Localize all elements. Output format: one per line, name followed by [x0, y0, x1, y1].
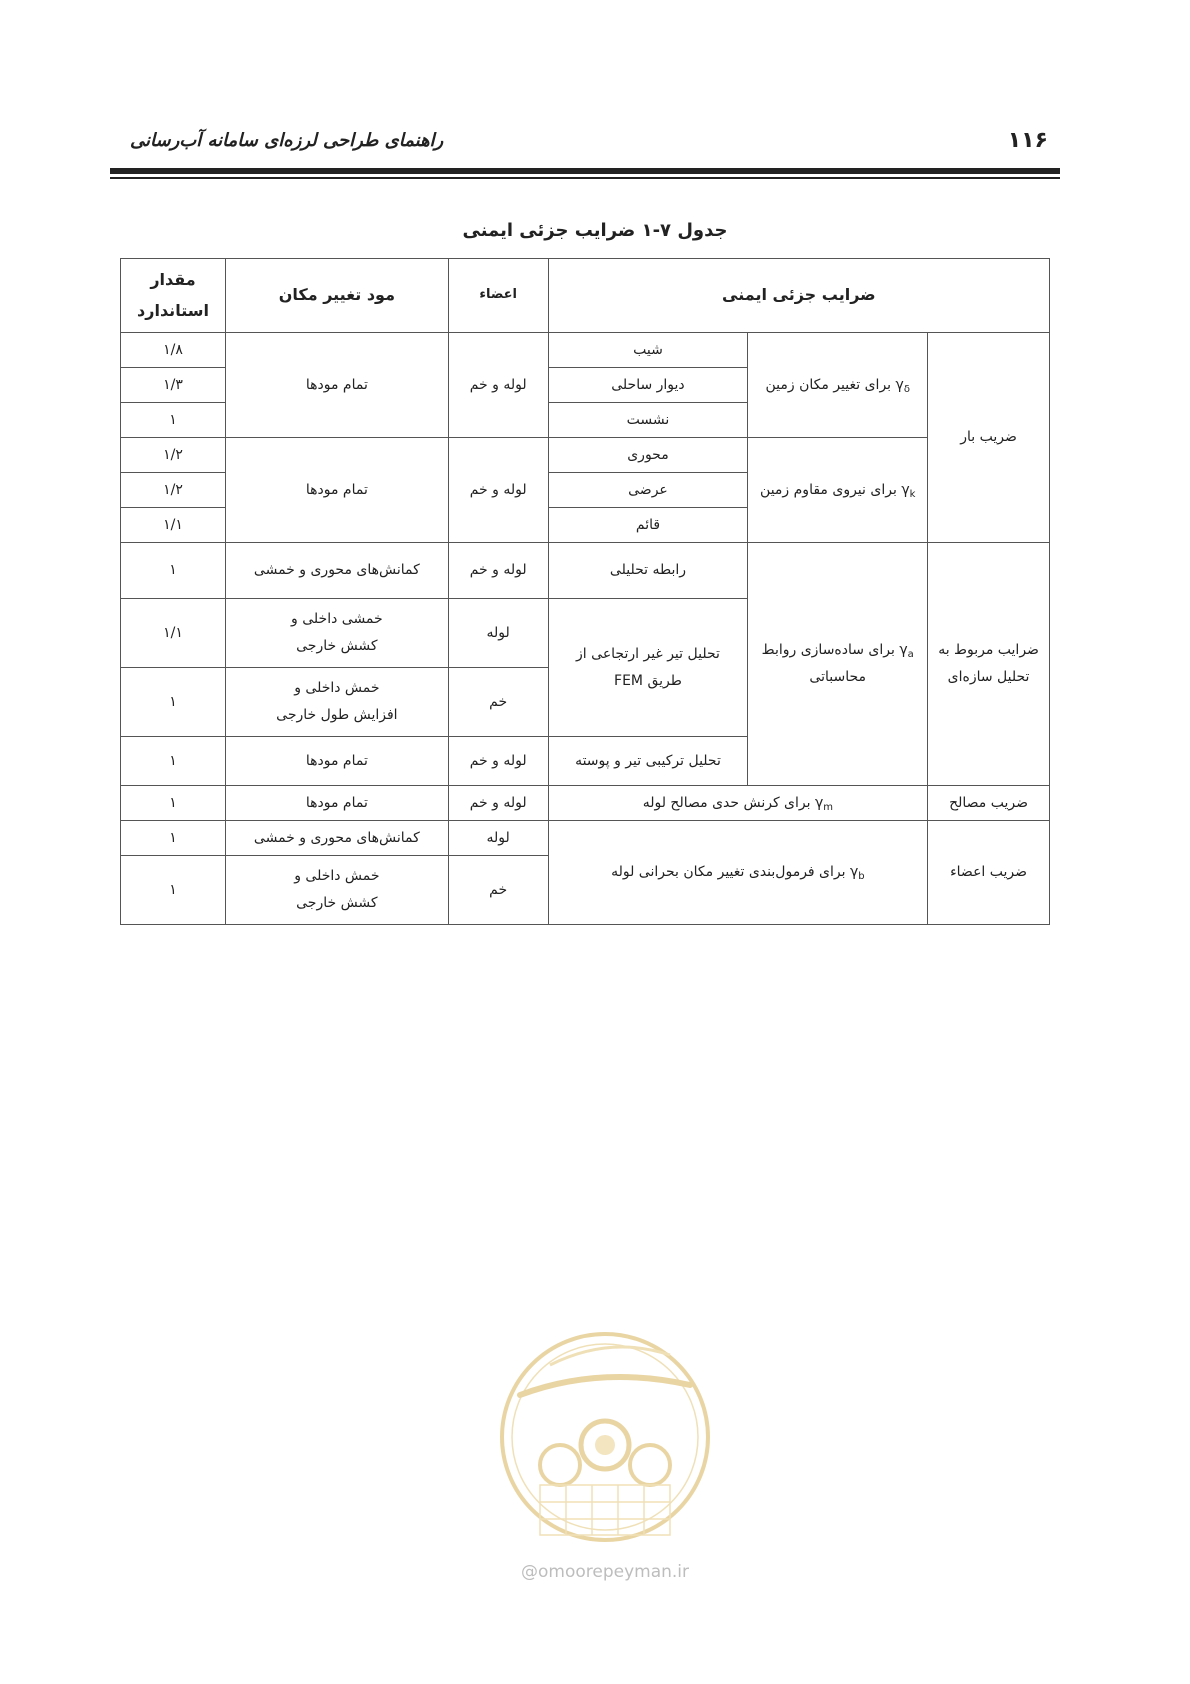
- value-cell: ۱: [121, 856, 226, 925]
- table-caption: جدول ۷-۱ ضرایب جزئی ایمنی: [462, 220, 728, 241]
- watermark-seal-icon: [490, 1325, 720, 1560]
- subgroup-gamma-k: $\gamma_k$ برای نیروی مقاوم زمین: [748, 438, 928, 543]
- safety-factors-table: [120, 258, 1050, 925]
- item-vertical: قائم: [548, 508, 748, 543]
- value-cell: ۱: [121, 786, 226, 821]
- mode-cell: تمام مودها: [226, 786, 449, 821]
- table-row: [121, 821, 1050, 856]
- value-cell: ۱: [121, 737, 226, 786]
- members-cell: لوله و خم: [448, 737, 548, 786]
- subgroup-gamma-m: $\gamma_m$ برای کرنش حدی مصالح لوله: [548, 786, 928, 821]
- table-row: [121, 438, 1050, 473]
- header-standard-value: مقدار استاندارد: [121, 259, 226, 333]
- table-row: [121, 333, 1050, 368]
- value-cell: ۱/۲: [121, 438, 226, 473]
- header-mode: مود تغییر مکان: [226, 259, 449, 333]
- members-cell: لوله و خم: [448, 786, 548, 821]
- group-member-factor: ضریب اعضاء: [928, 821, 1050, 925]
- group-load-factor: ضریب بار: [928, 333, 1050, 543]
- table-header-row: [121, 259, 1050, 333]
- item-analytic: رابطه تحلیلی: [548, 543, 748, 599]
- item-axial: محوری: [548, 438, 748, 473]
- mode-cell: تمام مودها: [226, 438, 449, 543]
- header-rule-thin: [110, 177, 1060, 179]
- members-cell: لوله: [448, 599, 548, 668]
- members-cell: لوله و خم: [448, 333, 548, 438]
- value-cell: ۱: [121, 821, 226, 856]
- mode-cell: کمانش‌های محوری و خمشی: [226, 821, 449, 856]
- value-cell: ۱: [121, 543, 226, 599]
- mode-cell: خمش داخلی و کشش خارجی: [226, 856, 449, 925]
- subgroup-gamma-delta: $\gamma_\delta$ برای تغییر مکان زمین: [748, 333, 928, 438]
- value-cell: ۱/۱: [121, 599, 226, 668]
- value-cell: ۱: [121, 668, 226, 737]
- value-cell: ۱/۱: [121, 508, 226, 543]
- table-row: [121, 786, 1050, 821]
- watermark-url: @omoorepeyman.ir: [520, 1562, 690, 1582]
- members-cell: لوله: [448, 821, 548, 856]
- mode-cell: تمام مودها: [226, 333, 449, 438]
- members-cell: لوله و خم: [448, 543, 548, 599]
- members-cell: خم: [448, 856, 548, 925]
- item-settlement: نشست: [548, 403, 748, 438]
- watermark-logo: [490, 1325, 720, 1585]
- value-cell: ۱/۸: [121, 333, 226, 368]
- members-cell: لوله و خم: [448, 438, 548, 543]
- header-coefficients: ضرایب جزئی ایمنی: [548, 259, 1049, 333]
- table-row: [121, 543, 1050, 599]
- page-header: [110, 128, 1060, 158]
- subgroup-gamma-b: $\gamma_b$ برای فرمول‌بندی تغییر مکان بحرانی لوله: [548, 821, 928, 925]
- group-material-factor: ضریب مصالح: [928, 786, 1050, 821]
- mode-cell: تمام مودها: [226, 737, 449, 786]
- header-rule: [110, 168, 1060, 174]
- item-slope: شیب: [548, 333, 748, 368]
- group-structural-analysis: ضرایب مربوط به تحلیل سازه‌ای: [928, 543, 1050, 786]
- mode-cell: کمانش‌های محوری و خمشی: [226, 543, 449, 599]
- value-cell: ۱/۳: [121, 368, 226, 403]
- item-seawall: دیوار ساحلی: [548, 368, 748, 403]
- mode-cell: خمشی داخلی و کشش خارجی: [226, 599, 449, 668]
- item-fem: تحلیل تیر غیر ارتجاعی از طریق FEM: [548, 599, 748, 737]
- members-cell: خم: [448, 668, 548, 737]
- value-cell: ۱/۲: [121, 473, 226, 508]
- header-members: اعضاء: [448, 259, 548, 333]
- subgroup-gamma-a: $\gamma_a$ برای ساده‌سازی روابط محاسباتی: [748, 543, 928, 786]
- item-lateral: عرضی: [548, 473, 748, 508]
- item-beam-shell: تحلیل ترکیبی تیر و پوسته: [548, 737, 748, 786]
- book-title: راهنمای طراحی لرزه‌ای سامانه آب‌رسانی: [130, 130, 444, 151]
- page-number: ۱۱۶: [1007, 128, 1048, 153]
- mode-cell: خمش داخلی و افزایش طول خارجی: [226, 668, 449, 737]
- value-cell: ۱: [121, 403, 226, 438]
